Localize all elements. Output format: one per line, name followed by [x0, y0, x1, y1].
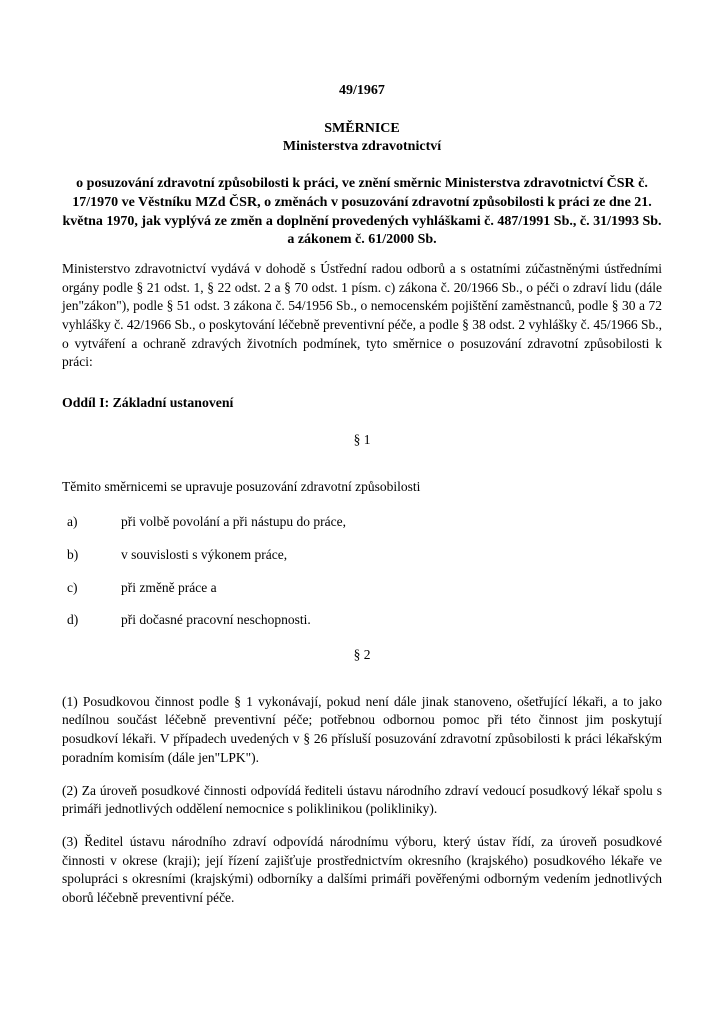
list-item-text: při dočasné pracovní neschopnosti. — [121, 612, 311, 628]
paragraph-1-intro: Těmito směrnicemi se upravuje posuzování zdravotní způsobilosti — [62, 478, 421, 494]
list-item-text: při volbě povolání a při nástupu do práce, — [121, 514, 346, 530]
paragraph-1-heading: § 1 — [353, 431, 371, 447]
doc-subtitle: o posuzování zdravotní způsobilosti k práci, ve znění směrnic Ministerstva zdravotnictví ČSR č. 17/1970 ve Věstníku MZd ČSR, o změnách v posuzování zdravotní způsobilosti k práci ze dne 21. května 1970, jak vyplývá ze změn a doplnění provedených vyhláškami č. 487/1991 Sb., č. 31/1993 Sb. a zákonem č. 61/2000 Sb. — [62, 176, 662, 248]
list-item-label: b) — [67, 546, 79, 562]
paragraph-1-list — [62, 513, 662, 630]
list-item — [62, 513, 662, 532]
doc-title-issuer: Ministerstva zdravotnictví — [282, 139, 442, 155]
clause-2-paragraph: (2) Za úroveň posudkové činnosti odpovídá řediteli ústavu národního zdraví vedoucí posudkový lékař spolu s primáři jednotlivých oddělení nemocnice s poliklinikou (polikliniky). — [62, 782, 662, 817]
clause-3-paragraph: (3) Ředitel ústavu národního zdraví odpovídá národnímu výboru, který ústav řídí, za úroveň posudkové činnosti v okrese (kraji); její řízení zajišťuje prostřednictvím okresního (krajského) posudkového lékaře ve spolupráci s okresními (krajskými) odborníky a dalšími primáři pověřenými odborným vedením jednotlivých oborů léčebně preventivní péče. — [62, 833, 662, 906]
doc-number: 49/1967 — [339, 83, 385, 98]
list-item-text: v souvislosti s výkonem práce, — [121, 546, 288, 562]
paragraph-2-heading: § 2 — [353, 647, 371, 663]
list-item — [62, 611, 662, 630]
doc-title-main: SMĚRNICE — [324, 120, 400, 136]
list-item-text: při změně práce a — [121, 579, 217, 595]
list-item-label: a) — [67, 514, 78, 530]
doc-title — [62, 120, 662, 157]
list-item-label: d) — [67, 612, 79, 628]
clause-1-paragraph: (1) Posudkovou činnost podle § 1 vykonávají, pokud není dále jinak stanoveno, ošetřující lékaři, a to jako nedílnou součást léčebně preventivní péče; potřebnou odbornou pomoc při této činnost jim poskytují posudkoví lékaři. V případech uvedených v § 26 přísluší posuzování zdravotní způsobilosti k práci lékařským poradním komisím (dále jen"LPK"). — [62, 693, 662, 765]
list-item — [62, 579, 662, 598]
list-item-label: c) — [67, 579, 78, 595]
list-item — [62, 546, 662, 565]
preamble-paragraph: Ministerstvo zdravotnictví vydává v dohodě s Ústřední radou odborů a s ostatními zúčastněnými ústředními orgány podle § 21 odst. 1, § 22 odst. 2 a § 70 odst. 1 písm. c) zákona č. 20/1966 Sb., o péči o zdraví lidu (dále jen"zákon"), podle § 51 odst. 3 zákona č. 54/1956 Sb., o nemocenském pojištění zaměstnanců, podle § 30 a 72 vyhlášky č. 42/1966 Sb., o poskytování léčebně preventivní péče, a podle § 38 odst. 2 vyhlášky č. 45/1966 Sb., o vytváření a ochraně zdravých životních podmínek, tyto směrnice o posuzování zdravotní způsobilosti k práci: — [62, 260, 662, 370]
section-heading: Oddíl I: Základní ustanovení — [62, 395, 234, 411]
